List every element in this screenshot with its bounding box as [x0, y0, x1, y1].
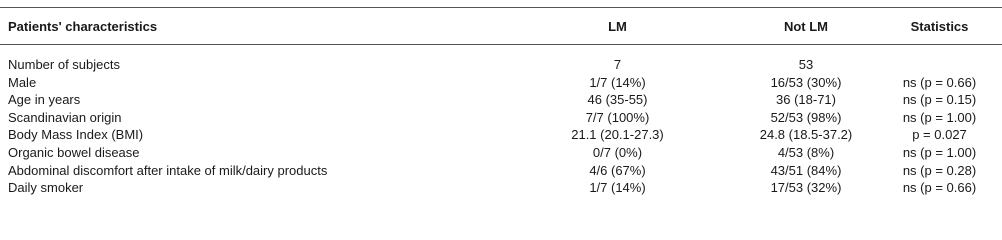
row-lm-value: 0/7 (0%) — [592, 144, 643, 160]
header-lm: LM — [608, 18, 627, 34]
row-label: Organic bowel disease — [8, 144, 140, 160]
row-statistics-value — [877, 56, 1002, 74]
row-statistics-value: ns (p = 0.15) — [902, 92, 977, 108]
row-label: Daily smoker — [8, 180, 84, 196]
row-statistics-value: ns (p = 1.00) — [902, 109, 977, 125]
row-not-lm-value: 53 — [798, 57, 814, 72]
table-header — [0, 8, 1002, 44]
row-statistics-value: ns (p = 0.66) — [902, 180, 977, 196]
row-lm-value: 1/7 (14%) — [589, 74, 646, 90]
row-lm-value: 7 — [613, 57, 622, 72]
row-label: Scandinavian origin — [8, 109, 122, 125]
row-not-lm-value: 24.8 (18.5-37.2) — [759, 127, 853, 143]
row-statistics-value: ns (p = 0.66) — [902, 74, 977, 90]
row-lm-value: 1/7 (14%) — [589, 180, 646, 196]
row-statistics-value: ns (p = 1.00) — [902, 144, 977, 160]
row-label: Age in years — [8, 92, 81, 108]
table-row — [0, 126, 1002, 144]
row-not-lm-value: 43/51 (84%) — [770, 162, 842, 178]
row-not-lm-value: 17/53 (32%) — [770, 180, 842, 196]
row-not-lm-value: 36 (18-71) — [776, 92, 836, 108]
row-lm-value: 4/6 (67%) — [589, 162, 646, 178]
header-patients-characteristics: Patients' characteristics — [8, 18, 158, 34]
row-label: Number of subjects — [8, 57, 120, 72]
patients-characteristics-table — [0, 8, 1002, 197]
table-row — [0, 162, 1002, 180]
table-row — [0, 74, 1002, 92]
row-label: Body Mass Index (BMI) — [8, 127, 144, 143]
row-not-lm-value: 16/53 (30%) — [770, 74, 842, 90]
row-lm-value: 7/7 (100%) — [585, 109, 650, 125]
row-lm-value: 46 (35-55) — [587, 92, 648, 108]
row-statistics-value: ns (p = 0.28) — [902, 162, 977, 178]
table-row — [0, 179, 1002, 197]
row-statistics-value: p = 0.027 — [912, 127, 967, 143]
row-label: Male — [8, 74, 37, 90]
table-row — [0, 56, 1002, 74]
header-not-lm: Not LM — [783, 18, 829, 34]
table-row — [0, 109, 1002, 127]
header-statistics: Statistics — [910, 18, 969, 34]
row-not-lm-value: 52/53 (98%) — [770, 109, 842, 125]
row-lm-value: 21.1 (20.1-27.3) — [571, 127, 664, 143]
spacer-row — [0, 44, 1002, 56]
table-body — [0, 44, 1002, 197]
table-row — [0, 91, 1002, 109]
row-label: Abdominal discomfort after intake of milk/dairy products — [8, 162, 328, 178]
table-row — [0, 144, 1002, 162]
header-row — [0, 8, 1002, 44]
row-not-lm-value: 4/53 (8%) — [777, 144, 835, 160]
